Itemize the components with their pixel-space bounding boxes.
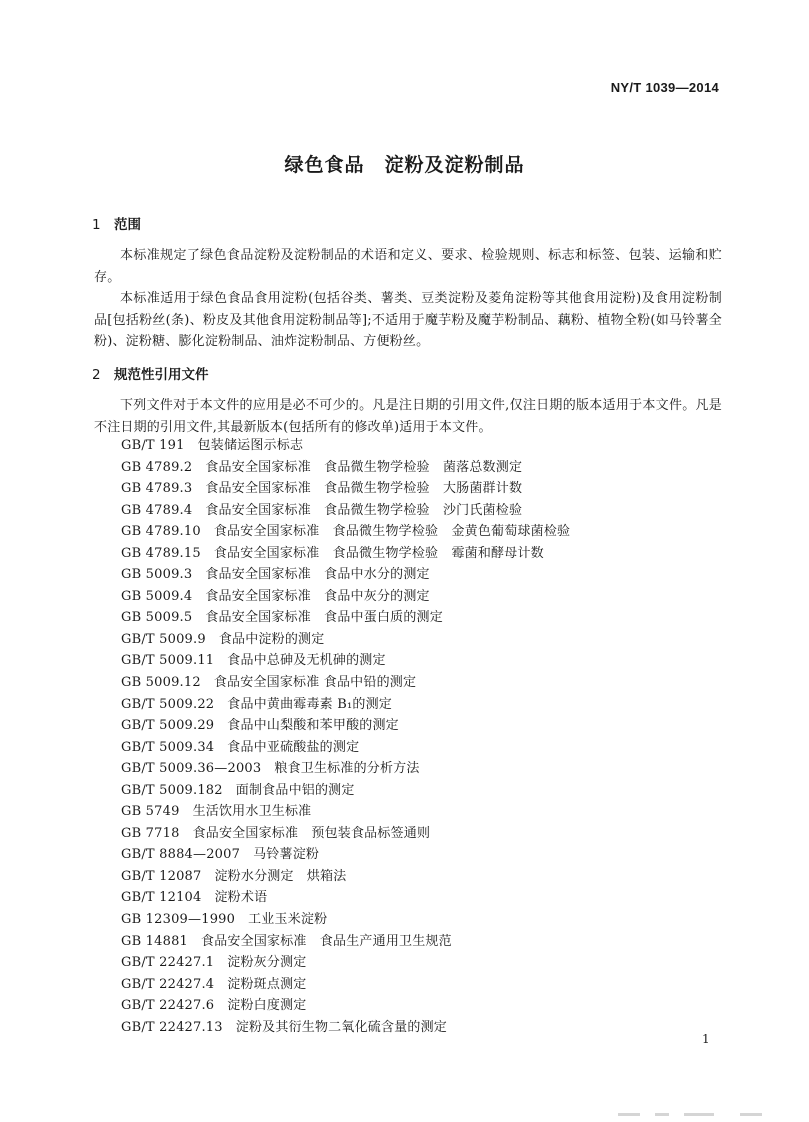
- reference-item: [121, 887, 570, 909]
- page-number: 1: [702, 1032, 710, 1046]
- reference-code: GB 7718: [121, 825, 180, 841]
- reference-item: [121, 543, 570, 565]
- scope-paragraph-1: 本标准规定了绿色食品淀粉及淀粉制品的术语和定义、要求、检验规则、标志和标签、包装、运输和贮存。: [94, 248, 722, 285]
- scan-artifact: [740, 1113, 762, 1116]
- reference-item: [121, 629, 570, 651]
- reference-item: [121, 1017, 570, 1039]
- scan-artifact: [655, 1113, 669, 1116]
- reference-item: [121, 672, 570, 694]
- reference-code: GB/T 12087: [121, 868, 202, 884]
- reference-item: [121, 801, 570, 823]
- reference-title: 食品安全国家标准 食品生产通用卫生规范: [201, 933, 452, 949]
- reference-title: 淀粉斑点测定: [227, 976, 307, 992]
- reference-item: [121, 952, 570, 974]
- reference-title: 食品中亚硫酸盐的测定: [227, 739, 360, 755]
- reference-item: [121, 457, 570, 479]
- reference-item: [121, 737, 570, 759]
- reference-item: [121, 478, 570, 500]
- reference-title: 食品安全国家标准 食品微生物学检验 霉菌和酵母计数: [213, 545, 544, 561]
- reference-code: GB/T 5009.36—2003: [121, 761, 262, 777]
- reference-code: GB/T 5009.34: [121, 739, 215, 755]
- reference-title: 食品安全国家标准 食品中水分的测定: [205, 567, 430, 583]
- reference-title: 食品安全国家标准 食品中蛋白质的测定: [205, 610, 443, 626]
- scan-artifact: [618, 1113, 640, 1116]
- reference-code: GB/T 5009.29: [121, 718, 215, 734]
- scan-artifact: [684, 1113, 714, 1116]
- reference-item: [121, 715, 570, 737]
- reference-item: [121, 780, 570, 802]
- reference-code: GB 5009.3: [121, 567, 193, 583]
- reference-code: GB 4789.3: [121, 481, 193, 497]
- reference-list: [121, 435, 570, 1038]
- reference-title: 食品中山梨酸和苯甲酸的测定: [227, 718, 399, 734]
- reference-code: GB/T 8884—2007: [121, 847, 241, 863]
- reference-title: 面制食品中铝的测定: [235, 782, 355, 798]
- reference-item: [121, 607, 570, 629]
- reference-title: 食品安全国家标准 预包装食品标签通则: [192, 825, 431, 841]
- standard-code: NY/T 1039—2014: [610, 80, 719, 95]
- reference-item: [121, 909, 570, 931]
- reference-code: GB 4789.4: [121, 502, 193, 518]
- reference-code: GB/T 5009.182: [121, 782, 223, 798]
- section-1-heading: [92, 213, 141, 233]
- reference-code: GB/T 5009.22: [121, 696, 215, 712]
- normative-references-paragraph: 下列文件对于本文件的应用是必不可少的。凡是注日期的引用文件,仅注日期的版本适用于本文件。凡是不注日期的引用文件,其最新版本(包括所有的修改单)适用于本文件。: [94, 398, 722, 435]
- reference-code: GB/T 5009.11: [121, 653, 215, 669]
- reference-title: 食品安全国家标准 食品中铅的测定: [213, 675, 417, 691]
- reference-code: GB 4789.10: [121, 524, 201, 540]
- section-number: 2: [92, 367, 101, 383]
- reference-title: 马铃薯淀粉: [253, 847, 320, 863]
- reference-title: 食品安全国家标准 食品微生物学检验 大肠菌群计数: [205, 481, 523, 497]
- reference-item: [121, 521, 570, 543]
- reference-item: [121, 866, 570, 888]
- reference-code: GB/T 12104: [121, 890, 202, 906]
- document-title: 绿色食品 淀粉及淀粉制品: [284, 154, 525, 176]
- reference-item: [121, 435, 570, 457]
- reference-item: [121, 586, 570, 608]
- reference-title: 包装储运图示标志: [197, 438, 304, 453]
- reference-code: GB/T 191: [121, 438, 185, 453]
- reference-title: 淀粉术语: [214, 890, 268, 906]
- reference-code: GB 4789.2: [121, 459, 193, 475]
- reference-title: 淀粉白度测定: [227, 998, 307, 1014]
- reference-code: GB/T 22427.6: [121, 998, 215, 1014]
- section-title: 范围: [114, 217, 141, 233]
- reference-title: 食品中黄曲霉毒素 B₁的测定: [227, 696, 392, 712]
- section-2-heading: [92, 363, 209, 383]
- reference-code: GB 5009.5: [121, 610, 193, 626]
- reference-title: 食品安全国家标准 食品微生物学检验 菌落总数测定: [205, 459, 523, 475]
- reference-title: 工业玉米淀粉: [248, 912, 328, 928]
- reference-code: GB 5749: [121, 804, 180, 820]
- reference-code: GB/T 5009.9: [121, 631, 206, 647]
- reference-title: 食品中总砷及无机砷的测定: [227, 653, 386, 669]
- reference-code: GB 14881: [121, 933, 189, 949]
- reference-item: [121, 758, 570, 780]
- reference-item: [121, 974, 570, 996]
- reference-code: GB 12309—1990: [121, 912, 236, 928]
- scope-paragraph-2: 本标准适用于绿色食品食用淀粉(包括谷类、薯类、豆类淀粉及菱角淀粉等其他食用淀粉)及食用淀粉制品[包括粉丝(条)、粉皮及其他食用淀粉制品等];不适用于魔芋粉及魔芋粉制品、藕粉、植物全粉(如马铃薯全粉)、淀粉糖、膨化淀粉制品、油炸淀粉制品、方便粉丝。: [94, 291, 722, 349]
- reference-item: [121, 931, 570, 953]
- reference-title: 食品安全国家标准 食品中灰分的测定: [205, 588, 430, 604]
- reference-item: [121, 844, 570, 866]
- reference-code: GB 5009.4: [121, 588, 193, 604]
- reference-item: [121, 995, 570, 1017]
- reference-item: [121, 694, 570, 716]
- reference-item: [121, 564, 570, 586]
- reference-title: 食品中淀粉的测定: [218, 631, 325, 647]
- reference-code: GB/T 22427.4: [121, 976, 215, 992]
- reference-item: [121, 500, 570, 522]
- reference-code: GB 4789.15: [121, 545, 201, 561]
- reference-title: 食品安全国家标准 食品微生物学检验 沙门氏菌检验: [205, 502, 523, 518]
- reference-title: 粮食卫生标准的分析方法: [274, 761, 420, 777]
- reference-title: 生活饮用水卫生标准: [192, 804, 312, 820]
- reference-title: 食品安全国家标准 食品微生物学检验 金黄色葡萄球菌检验: [213, 524, 571, 540]
- section-number: 1: [92, 217, 101, 233]
- reference-code: GB/T 22427.1: [121, 955, 215, 971]
- reference-title: 淀粉及其衍生物二氧化硫含量的测定: [235, 1019, 447, 1035]
- reference-item: [121, 823, 570, 845]
- reference-title: 淀粉灰分测定: [227, 955, 307, 971]
- reference-code: GB/T 22427.13: [121, 1019, 223, 1035]
- reference-item: [121, 650, 570, 672]
- reference-title: 淀粉水分测定 烘箱法: [214, 868, 347, 884]
- reference-code: GB 5009.12: [121, 675, 201, 691]
- section-title: 规范性引用文件: [114, 367, 209, 383]
